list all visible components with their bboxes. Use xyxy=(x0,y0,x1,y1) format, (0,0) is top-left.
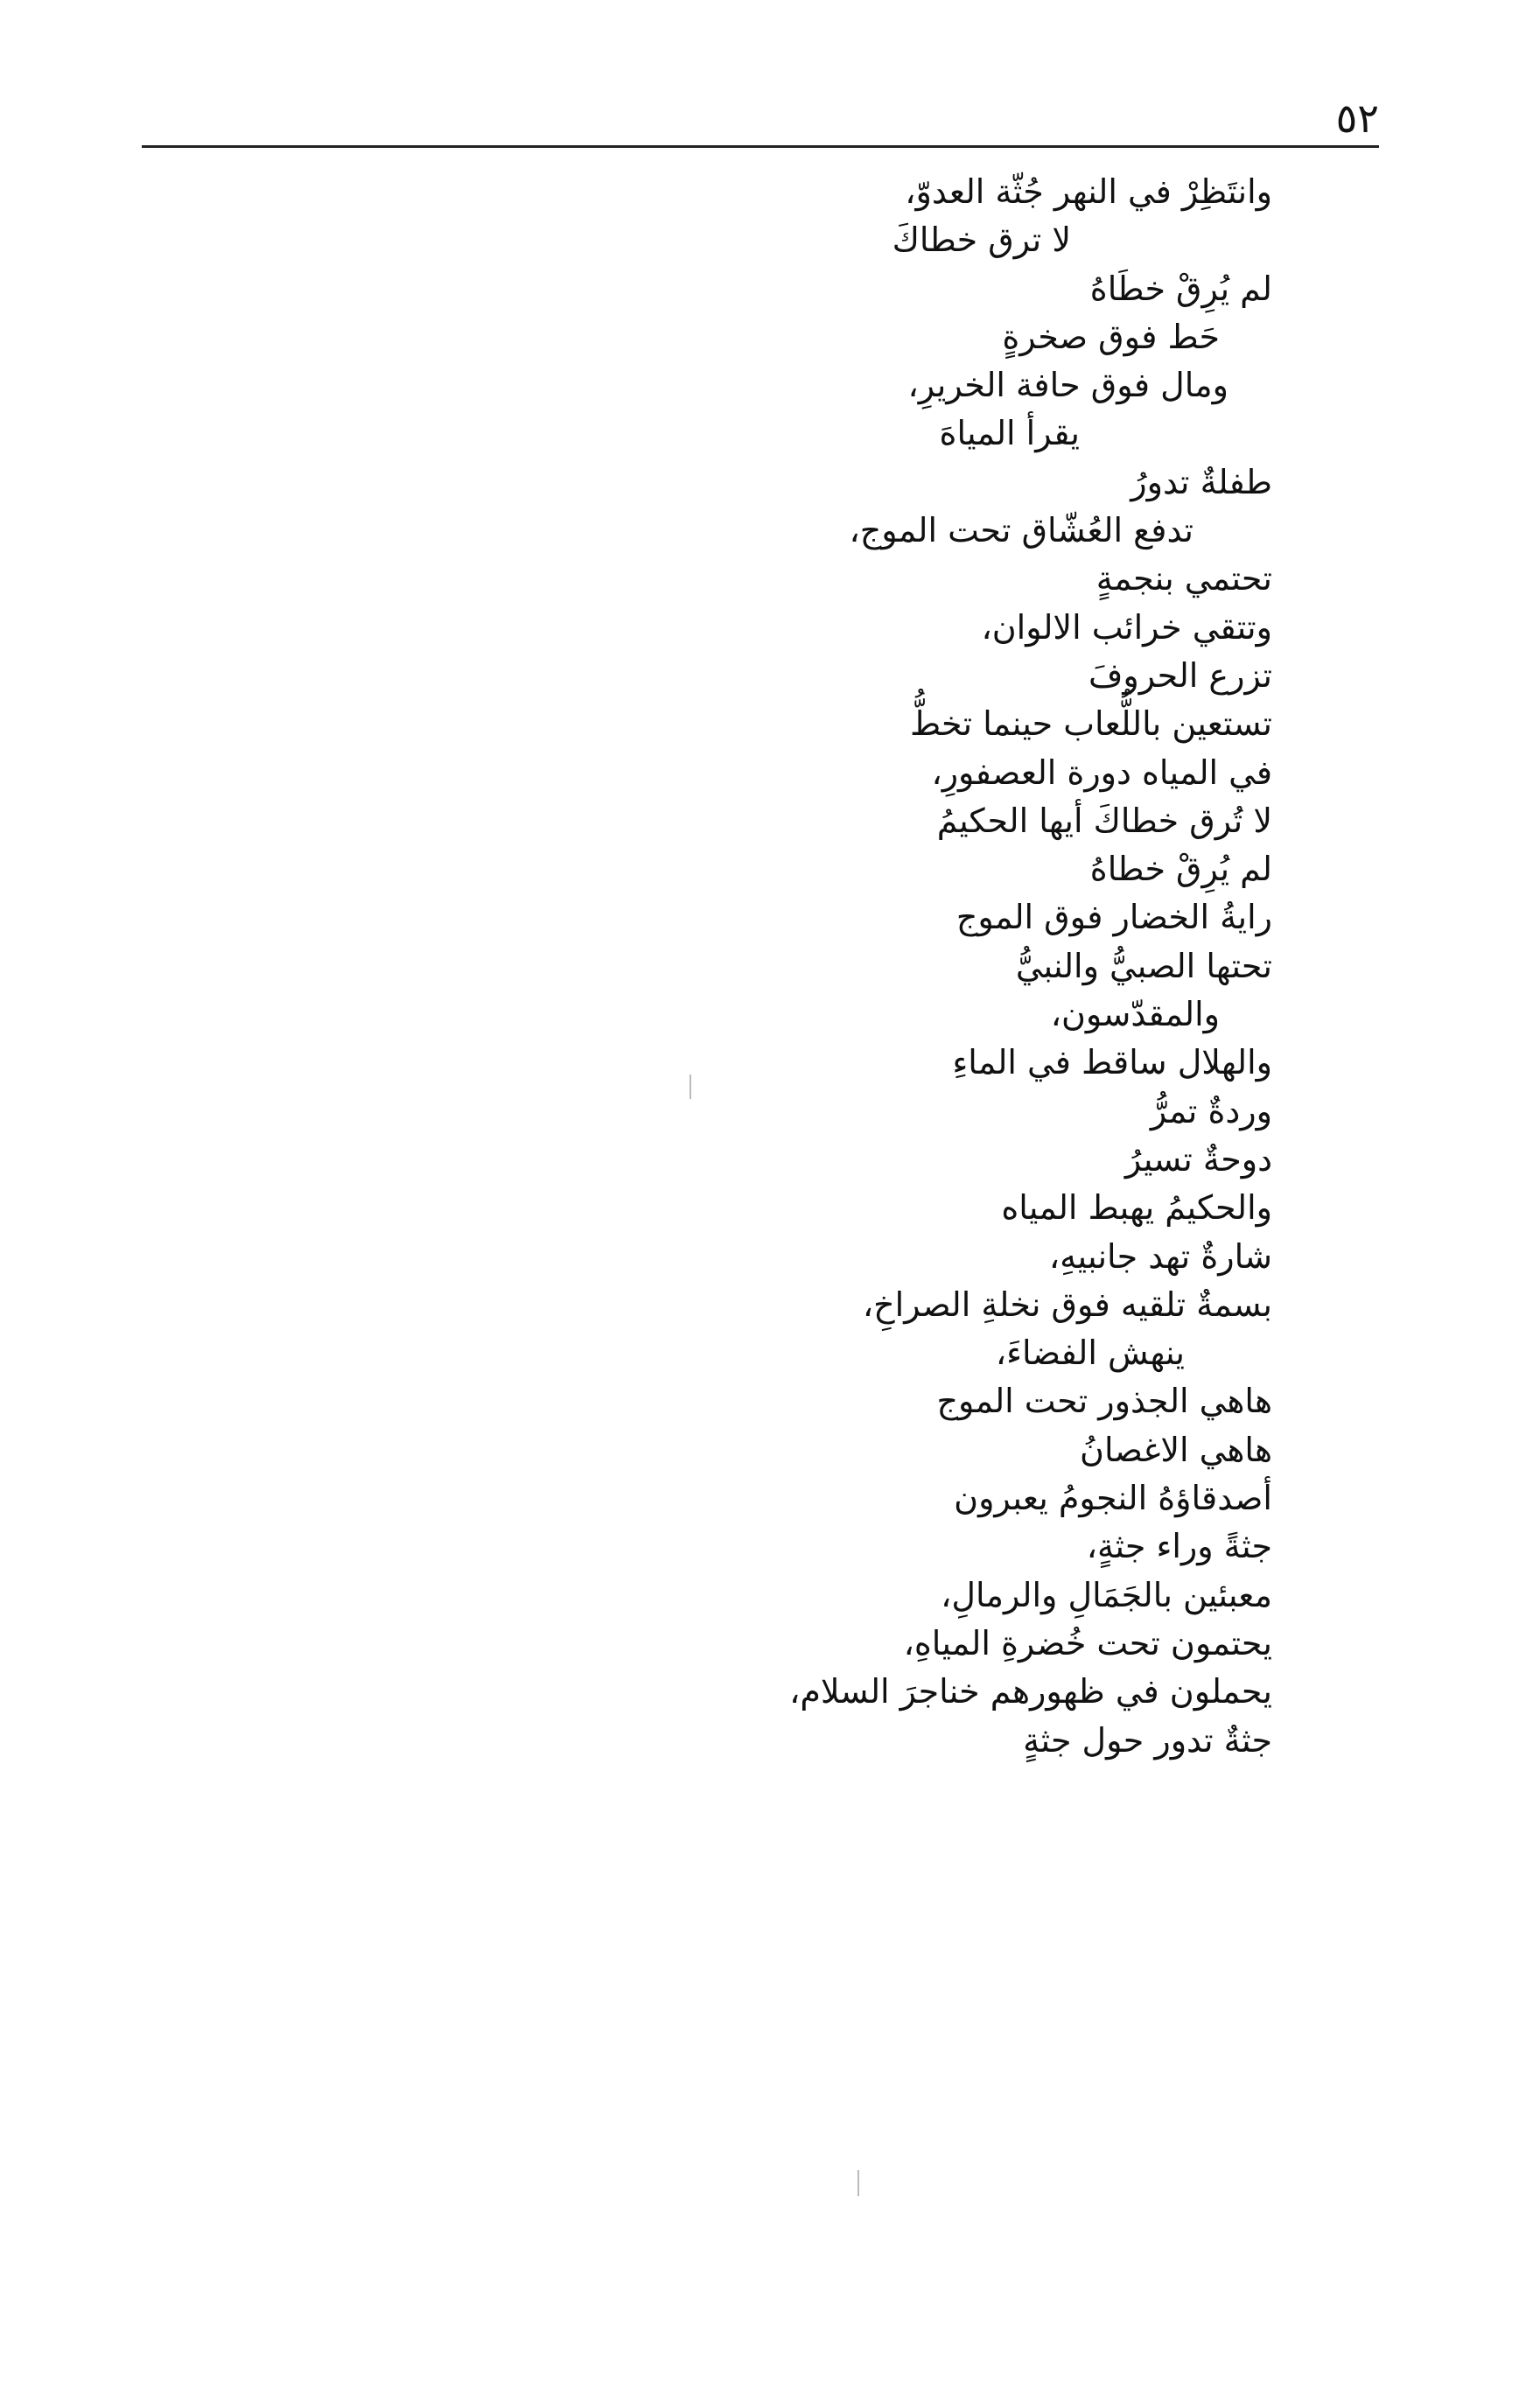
poem xyxy=(397,168,1272,1765)
scan-speck xyxy=(858,2170,859,2196)
poem-line: وردةٌ تمرُّ xyxy=(1150,1091,1272,1130)
poem-line: حَط فوق صخرةٍ xyxy=(1002,317,1220,356)
poem-line: تستعين باللُّعاب حينما تخطُّ xyxy=(909,704,1272,744)
poem-line: تحتمي بنجمةٍ xyxy=(1096,559,1272,598)
poem-line: شارةٌ تهد جانبيهِ، xyxy=(1048,1236,1272,1276)
poem-line: لا تُرق خطاكَ أيها الحكيمُ xyxy=(936,801,1272,840)
header-rule xyxy=(142,145,1379,148)
poem-line: لم يُرِقْ خطاهُ xyxy=(1089,850,1272,889)
poem-line: جثةً وراء جثةٍ، xyxy=(1086,1527,1272,1566)
poem-line: لا ترق خطاكَ xyxy=(892,220,1071,260)
poem-line: هاهي الاغصانُ xyxy=(1080,1430,1272,1469)
poem-line: في المياه دورة العصفورِ، xyxy=(931,752,1272,792)
scan-speck xyxy=(690,1074,691,1099)
poem-line: لم يُرِقْ خطَاهُ xyxy=(1089,269,1272,308)
poem-line: هاهي الجذور تحت الموج xyxy=(936,1382,1272,1421)
poem-line: والمقدّسون، xyxy=(1050,995,1220,1034)
poem-line: يقرأ المياهَ xyxy=(939,414,1080,453)
poem-line: بسمةٌ تلقيه فوق نخلةِ الصراخِ، xyxy=(862,1284,1272,1324)
poem-line: والحكيمُ يهبط المياه xyxy=(1001,1188,1272,1228)
poem-line: رايةُ الخضار فوق الموج xyxy=(956,898,1272,937)
poem-line: تحتها الصبيُّ والنبيُّ xyxy=(1015,946,1272,985)
poem-line: والهلال ساقط في الماءِ xyxy=(952,1043,1272,1082)
poem-line: تدفع العُشّاق تحت الموج، xyxy=(849,511,1194,550)
poem-line: وتتقي خرائب الالوان، xyxy=(981,607,1272,647)
poem-line: يحملون في ظهورهم خناجرَ السلام، xyxy=(789,1672,1272,1712)
poem-line: جثةٌ تدور حول جثةٍ xyxy=(1023,1720,1272,1760)
poem-line: أصدقاؤهُ النجومُ يعبرون xyxy=(954,1479,1272,1518)
poem-line: تزرع الحروفَ xyxy=(1088,655,1272,695)
poem-line: معبئين بالجَمَالِ والرمالِ، xyxy=(941,1575,1272,1614)
poem-line: وانتَظِرْ في النهر جُثّة العدوّ، xyxy=(905,172,1272,211)
poem-line: دوحةٌ تسيرُ xyxy=(1124,1139,1272,1179)
poem-line: ومال فوق حافة الخريرِ، xyxy=(907,366,1228,405)
poem-line: طفلةٌ تدورُ xyxy=(1130,462,1272,501)
page-number: ٥٢ xyxy=(1335,94,1379,142)
poem-line: يحتمون تحت خُضرةِ المياهِ، xyxy=(903,1623,1272,1662)
poem-line: ينهش الفضاءَ، xyxy=(995,1334,1185,1373)
